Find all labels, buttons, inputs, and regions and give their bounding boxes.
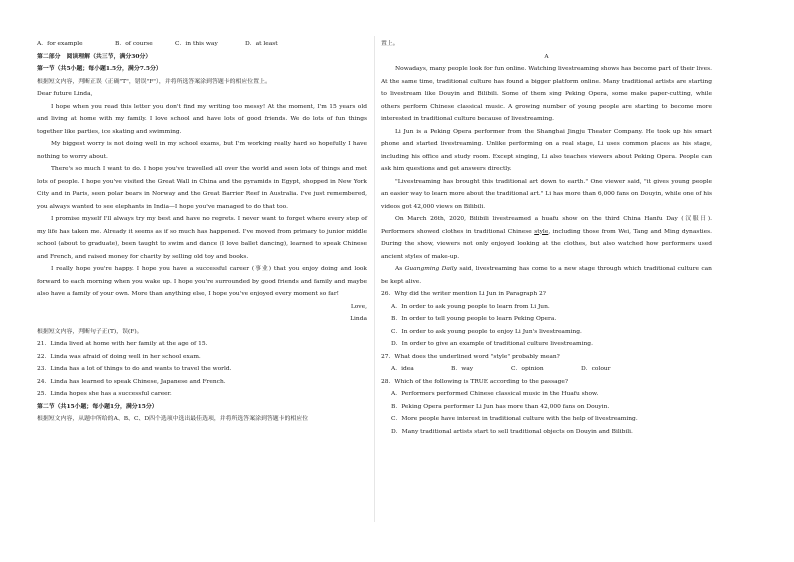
instruction-continuation: 置上。: [381, 41, 399, 47]
q20-option-a: A．for example: [37, 41, 83, 47]
passage-paragraph-3: "Livestreaming has brought this traditional art down to earth." One viewer said, "it gives young people an easier way to learn more about the traditional art." Li has more than 6,000 fans on Douyin, while one of his videos got 42,000 views on Bilibili.: [381, 178, 712, 210]
passage-paragraph-2: Li Jun is a Peking Opera performer from the Shanghai Jingju Theater Company. He took up his smart phone and started livestreaming. Unlike performing on a real stage, Li uses common places as his stage, including his office and study room. Except singing, Li also teaches viewers about Peking Opera. People can ask him questions and get answers directly.: [381, 128, 712, 172]
column-divider: [374, 36, 375, 522]
letter-signature: Linda: [350, 316, 367, 322]
question-26: 26．Why did the writer mention Li Jun in Paragraph 2?: [381, 291, 546, 297]
q28-option-b: B．Peking Opera performer Li Jun has more than 42,000 fans on Douyin.: [391, 403, 610, 410]
section2-instruction: 根据短文内容，从题中所给的A、B、C、D四个选项中选出最佳选项，并将所选答案涂到答题卡的相应位: [37, 416, 309, 422]
q27-option-b: B．way: [451, 366, 474, 372]
q27-option-c: C．opinion: [511, 366, 544, 372]
p4-text-after: , including those from Wei, Tang and Ming dynasties. During the show, viewers not only enjoyed looking at the clothes, but also watched how performers used ancient styles of make-up.: [381, 228, 712, 260]
q28-option-c: C．More people have interest in traditional culture with the help of livestreaming.: [391, 416, 638, 422]
left-column: [37, 38, 367, 426]
question-24: 24．Linda has learned to speak Chinese, Japanese and French.: [37, 378, 226, 385]
letter-greeting: Dear future Linda,: [37, 91, 93, 97]
passage-paragraph-1: Nowadays, many people look for fun online. Watching livestreaming shows has become part of their lives. At the same time, traditional culture has found a bigger platform online. Many traditional artists are starting to livestream like Douyin and Bilibili. Some of them sing Peking Opera, some make paper-cutting, while others perform Chinese classical music. A growing number of young people are starting to become more interested in traditional culture because of livestreaming.: [381, 66, 712, 122]
q26-option-a: A．In order to ask young people to learn from Li Jun.: [391, 303, 550, 310]
question-27: 27．What does the underlined word "style" probably mean?: [381, 353, 560, 360]
letter-closing: Love,: [350, 303, 367, 310]
p5-text-before: As: [395, 266, 405, 272]
underlined-word-style: style: [534, 228, 549, 235]
q27-option-d: D．colour: [581, 366, 611, 372]
passage-paragraph-4: [381, 213, 712, 263]
q20-option-c: C．in this way: [175, 41, 218, 47]
q28-option-a: A．Performers performed Chinese classical music in the Huafu show.: [391, 391, 599, 397]
letter-paragraph-5: I really hope you're happy. I hope you have a successful career (事业) that you enjoy doing and look forward to each morning when you wake up. I hope you're surrounded by good friends and family and maybe also have a family of your own. More than anything else, I hope you've enjoyed every moment so far!: [37, 266, 367, 297]
q20-option-b: B．of course: [115, 41, 153, 47]
true-false-instruction: 根据短文内容，判断句子正(T)，误(F)。: [37, 328, 143, 335]
question-28: 28．Which of the following is TRUE according to the passage?: [381, 378, 569, 385]
section1-title: 第一节（共5小题；每小题1.5分，满分7.5分）: [37, 65, 162, 72]
newspaper-name: Guangming Daily: [404, 266, 457, 272]
p5-text-after: said, livestreaming has come to a new stage through which traditional culture can be kept alive.: [381, 266, 712, 285]
letter-paragraph-4: I promise myself I'll always try my best and have no regrets. I never want to forget where every step of my life has taken me. Already it seems as if so much has happened. I've moved from primary to junior middle school (about to graduate), been taught to swim and dance (I love ballet dancing), learned to speak Chinese and French, and raised money for charity by selling old toy and books.: [37, 216, 367, 260]
section2-title: 第二节（共15小题；每小题1分，满分15分）: [37, 402, 158, 410]
question-20-options: [37, 38, 367, 51]
letter-paragraph-1: I hope when you read this letter you don't find my writing too messy! At the moment, I'm 15 years old and living at home with my family. I love school and have lots of good friends. We do lots of fun things together like parties, ice skating and swimming.: [37, 103, 367, 135]
passage-label: A: [544, 53, 549, 60]
question-21: 21．Linda lived at home with her family at the age of 15.: [37, 341, 208, 347]
question-23: 23．Linda has a lot of things to do and wants to travel the world.: [37, 366, 232, 372]
q20-option-d: D．at least: [245, 41, 278, 47]
question-27-options: [381, 363, 712, 376]
q28-option-d: D．Many traditional artists start to sell traditional objects on Douyin and Bilibili.: [391, 428, 633, 435]
question-22: 22．Linda was afraid of doing well in her school exam.: [37, 353, 201, 360]
q26-option-c: C．In order to ask young people to enjoy Li Jun's livestreaming.: [391, 328, 582, 335]
p4-text-before: On March 26th, 2020, Bilibili livestreamed a huafu show on the third China Hanfu Day (汉服日). Performers showed clothes in traditional Chinese: [381, 216, 712, 235]
q26-option-d: D．In order to give an example of traditional culture livestreaming.: [391, 341, 593, 347]
right-column: [381, 38, 712, 438]
part2-title: 第二部分 阅读理解（共三节，满分30分）: [37, 52, 152, 60]
question-25: 25．Linda hopes she has a successful career.: [37, 391, 172, 397]
letter-paragraph-3: There's so much I want to do. I hope you've travelled all over the world and seen lots of things and met lots of people. I hope you've visited the Great Wall in China and the pyramids in Egypt, shopped in New York City and in Paris, seen polar bears in Norway and the Great Barrier Reef in Australia. I've just remembered, you always wanted to see elephants in India—I hope you've managed to do that too.: [37, 166, 367, 210]
q26-option-b: B．In order to tell young people to learn Peking Opera.: [391, 316, 557, 322]
q27-option-a: A．idea: [391, 366, 414, 372]
passage-paragraph-5: [381, 263, 712, 288]
letter-paragraph-2: My biggest worry is not doing well in my school exams, but I'm working really hard so hopefully I have nothing to worry about.: [37, 141, 367, 160]
section1-instruction: 根据短文内容，判断正误（正确"T"，错误"F"），并将所选答案涂到答题卡的相应位置上。: [37, 78, 271, 85]
